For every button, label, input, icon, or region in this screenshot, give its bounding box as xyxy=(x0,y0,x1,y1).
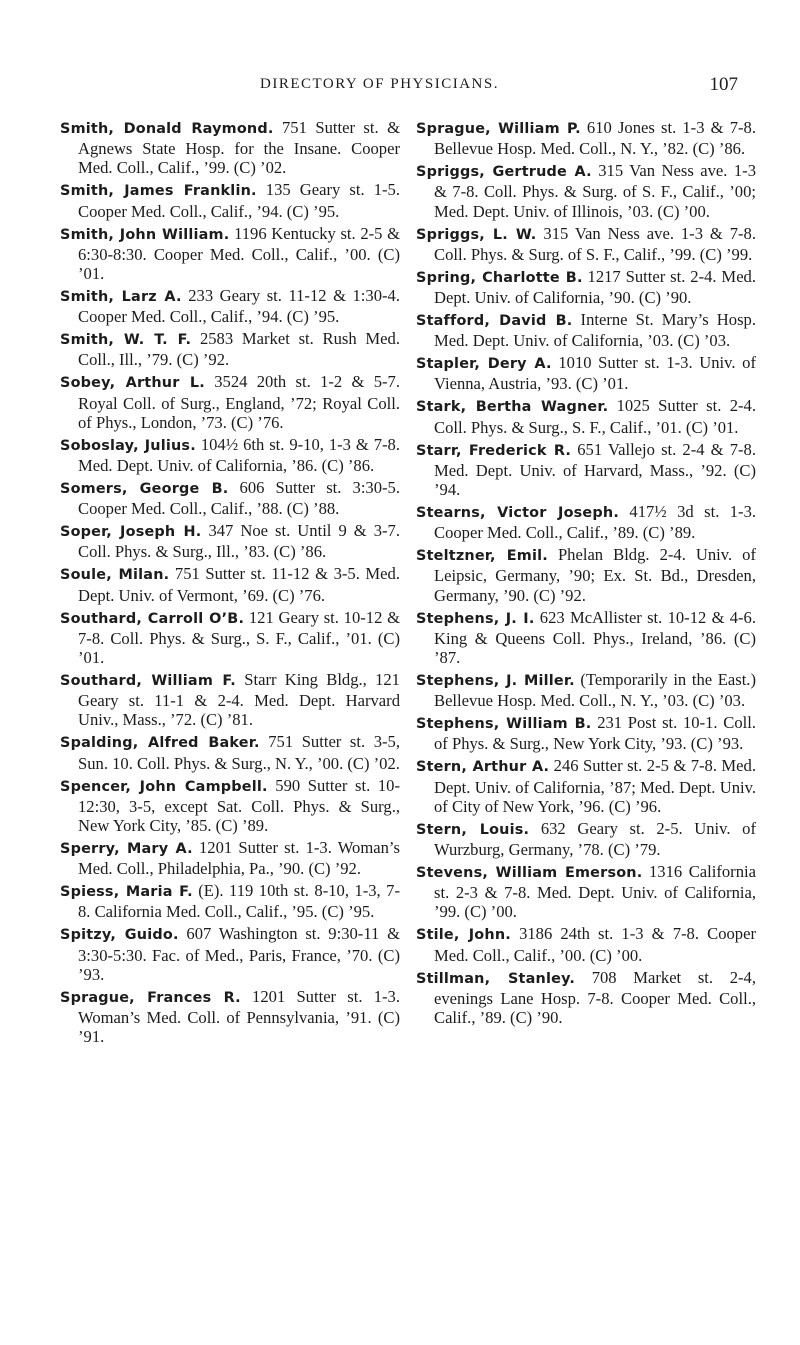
directory-entry xyxy=(60,478,400,518)
directory-entry xyxy=(60,224,400,284)
physician-name: Spiess, Maria F. xyxy=(60,884,193,901)
directory-entry xyxy=(416,968,756,1028)
directory-entry xyxy=(416,924,756,964)
directory-entry xyxy=(416,310,756,350)
physician-name: Spencer, John Campbell. xyxy=(60,778,268,795)
physician-name: Spitzy, Guido. xyxy=(60,927,179,944)
physician-details: 104½ 6th st. 9-10, 1-3 & 7-8. Med. Dept. Univ. of California, ’86. (C) ’86. xyxy=(78,434,400,476)
physician-details: 417½ 3d st. 1-3. Cooper Med. Coll., Calif., ’89. (C) ’89. xyxy=(434,502,757,543)
physician-details: 2583 Market st. Rush Med. Coll., Ill., ’79. (C) ’92. xyxy=(78,329,400,370)
page-number: 107 xyxy=(709,74,738,95)
physician-name: Somers, George B. xyxy=(60,481,229,498)
physician-details: (E). 119 10th st. 8-10, 1-3, 7-8. California Med. Coll., Calif., ’95. (C) ’95. xyxy=(78,881,400,922)
physician-details: 3524 20th st. 1-2 & 5-7. Royal Coll. of Surg., England, ’72; Royal Coll. of Phys., London, ’73. (C) ’76. xyxy=(78,372,400,432)
physician-name: Stern, Arthur A. xyxy=(416,759,550,776)
physician-details: 121 Geary st. 10-12 & 7-8. Coll. Phys. & Surg., S. F., Calif., ’01. (C) ’01. xyxy=(78,607,401,668)
physician-details: 231 Post st. 10-1. Coll. of Phys. & Surg., New York City, ’93. (C) ’93. xyxy=(434,713,757,754)
directory-entry xyxy=(60,608,400,668)
physician-details: 651 Vallejo st. 2-4 & 7-8. Med. Dept. Univ. of Harvard, Mass., ’92. (C) ’94. xyxy=(434,439,756,500)
physician-name: Spriggs, L. W. xyxy=(416,226,537,243)
directory-entry xyxy=(416,224,756,264)
physician-name: Steltzner, Emil. xyxy=(416,548,548,565)
directory-entry xyxy=(416,118,756,158)
physician-name: Southard, William F. xyxy=(60,673,236,690)
physician-details: 1316 California st. 2-3 & 7-8. Med. Dept. Univ. of California, ’99. (C) ’00. xyxy=(434,862,756,922)
physician-details: 1196 Kentucky st. 2-5 & 6:30-8:30. Cooper Med. Coll., Calif., ’00. (C) ’01. xyxy=(78,223,400,284)
physician-name: Southard, Carroll O’B. xyxy=(60,610,245,627)
physician-details: 610 Jones st. 1-3 & 7-8. Bellevue Hosp. Med. Coll., N. Y., ’82. (C) ’86. xyxy=(434,118,756,159)
right-column xyxy=(416,118,756,1030)
physician-details: Starr King Bldg., 121 Geary st. 11-1 & 2-4. Med. Dept. Harvard Univ., Mass., ’72. (C) ’81. xyxy=(78,670,400,730)
directory-entry xyxy=(60,329,400,369)
physician-details: Interne St. Mary’s Hosp. Med. Dept. Univ. of California, ’03. (C) ’03. xyxy=(434,310,756,351)
physician-name: Smith, Donald Raymond. xyxy=(60,121,274,137)
directory-entry xyxy=(60,435,400,475)
physician-details: 1010 Sutter st. 1-3. Univ. of Vienna, Austria, ’93. (C) ’01. xyxy=(434,353,756,394)
directory-entry xyxy=(416,267,756,307)
physician-name: Spalding, Alfred Baker. xyxy=(60,735,260,752)
physician-name: Smith, James Franklin. xyxy=(60,183,257,200)
physician-details: 606 Sutter st. 3:30-5. Cooper Med. Coll., Calif., ’88. (C) ’88. xyxy=(78,478,400,519)
directory-entry xyxy=(60,521,400,561)
physician-details: 315 Van Ness ave. 1-3 & 7-8. Coll. Phys. & Surg. of S. F., Calif., ’00; Med. Dept. Univ. of Illinois, ’03. (C) ’00. xyxy=(434,161,756,221)
physician-name: Stevens, William Emerson. xyxy=(416,865,643,882)
directory-entry xyxy=(60,881,400,921)
directory-entry xyxy=(60,372,400,432)
physician-details: 1201 Sutter st. 1-3. Woman’s Med. Coll., Philadelphia, Pa., ’90. (C) ’92. xyxy=(78,838,400,879)
physician-name: Soule, Milan. xyxy=(60,567,170,584)
physician-details: 233 Geary st. 11-12 & 1:30-4. Cooper Med. Coll., Calif., ’94. (C) ’95. xyxy=(78,286,400,327)
directory-entry xyxy=(60,838,400,878)
physician-name: Smith, Larz A. xyxy=(60,289,182,306)
physician-name: Smith, W. T. F. xyxy=(60,332,192,349)
directory-entry xyxy=(416,440,756,500)
directory-entry xyxy=(416,819,756,859)
directory-entry xyxy=(416,608,756,668)
physician-name: Stern, Louis. xyxy=(416,821,530,838)
physician-name: Smith, John William. xyxy=(60,226,230,243)
physician-name: Stephens, J. I. xyxy=(416,610,535,627)
running-head: DIRECTORY OF PHYSICIANS. xyxy=(260,76,499,92)
physician-name: Soper, Joseph H. xyxy=(60,524,202,541)
physician-details: 590 Sutter st. 10-12:30, 3-5, except Sat. Coll. Phys. & Surg., New York City, ’85. (C) ’89. xyxy=(78,775,400,836)
directory-entry xyxy=(416,396,756,436)
physician-details: (Temporarily in the East.) Bellevue Hosp. Med. Coll., N. Y., ’03. (C) ’03. xyxy=(434,670,756,711)
physician-name: Stearns, Victor Joseph. xyxy=(416,505,619,522)
physician-name: Stapler, Dery A. xyxy=(416,356,552,373)
physician-name: Sobey, Arthur L. xyxy=(60,375,205,392)
physician-name: Soboslay, Julius. xyxy=(60,437,196,454)
directory-entry xyxy=(416,862,756,922)
physician-details: 246 Sutter st. 2-5 & 7-8. Med. Dept. Univ. of California, ’87; Med. Dept. Univ. of City of New York, ’96. (C) ’96. xyxy=(434,756,756,816)
physician-name: Spriggs, Gertrude A. xyxy=(416,164,592,181)
physician-name: Sperry, Mary A. xyxy=(60,841,193,858)
directory-entry xyxy=(60,118,400,178)
physician-name: Starr, Frederick R. xyxy=(416,442,572,459)
physician-name: Stephens, William B. xyxy=(416,716,592,733)
physician-details: 632 Geary st. 2-5. Univ. of Wurzburg, Germany, ’78. (C) ’79. xyxy=(434,818,756,860)
physician-details: 751 Sutter st. & Agnews State Hosp. for the Insane. Cooper Med. Coll., Calif., ’99. (C) ’02. xyxy=(78,118,400,178)
physician-details: 751 Sutter st. 11-12 & 3-5. Med. Dept. Univ. of Vermont, ’69. (C) ’76. xyxy=(78,564,400,605)
directory-entry xyxy=(60,924,400,984)
physician-details: Phelan Bldg. 2-4. Univ. of Leipsic, Germany, ’90; Ex. St. Bd., Dresden, Germany, ’90. (C) ’92. xyxy=(434,545,756,605)
physician-details: 347 Noe st. Until 9 & 3-7. Coll. Phys. & Surg., Ill., ’83. (C) ’86. xyxy=(78,521,400,562)
physician-name: Stafford, David B. xyxy=(416,313,573,330)
directory-entry xyxy=(416,756,756,816)
physician-name: Sprague, William P. xyxy=(416,121,581,137)
directory-entry xyxy=(416,353,756,393)
physician-details: 1025 Sutter st. 2-4. Coll. Phys. & Surg., S. F., Calif., ’01. (C) ’01. xyxy=(434,396,756,437)
directory-entry xyxy=(60,286,400,326)
physician-details: 751 Sutter st. 3-5, Sun. 10. Coll. Phys. & Surg., N. Y., ’00. (C) ’02. xyxy=(78,732,400,773)
physician-name: Spring, Charlotte B. xyxy=(416,269,583,286)
physician-details: 315 Van Ness ave. 1-3 & 7-8. Coll. Phys. & Surg. of S. F., Calif., ’99. (C) ’99. xyxy=(434,223,757,264)
directory-entry xyxy=(60,180,400,220)
directory-entry xyxy=(416,670,756,710)
directory-entry xyxy=(60,732,400,772)
physician-details: 708 Market st. 2-4, evenings Lane Hosp. 7-8. Cooper Med. Coll., Calif., ’89. (C) ’90. xyxy=(434,967,756,1028)
directory-entry xyxy=(416,161,756,221)
directory-entry xyxy=(60,564,400,604)
directory-entry xyxy=(60,670,400,730)
physician-details: 607 Washington st. 9:30-11 & 3:30-5:30. Fac. of Med., Paris, France, ’70. (C) ’93. xyxy=(78,924,400,984)
page-header xyxy=(0,76,800,106)
physician-name: Stark, Bertha Wagner. xyxy=(416,399,609,416)
physician-name: Stillman, Stanley. xyxy=(416,970,576,987)
directory-entry xyxy=(60,987,400,1047)
directory-entry xyxy=(416,713,756,753)
physician-name: Stile, John. xyxy=(416,927,511,944)
directory-entry xyxy=(416,545,756,605)
physician-details: 3186 24th st. 1-3 & 7-8. Cooper Med. Coll., Calif., ’00. (C) ’00. xyxy=(434,924,756,965)
physician-details: 1217 Sutter st. 2-4. Med. Dept. Univ. of California, ’90. (C) ’90. xyxy=(434,266,756,308)
directory-entry xyxy=(416,502,756,542)
physician-name: Stephens, J. Miller. xyxy=(416,673,575,690)
physician-name: Sprague, Frances R. xyxy=(60,989,241,1006)
directory-entry xyxy=(60,776,400,836)
physician-details: 623 McAllister st. 10-12 & 4-6. King & Queens Coll. Phys., Ireland, ’86. (C) ’87. xyxy=(434,607,757,668)
left-column xyxy=(60,118,400,1049)
physician-details: 135 Geary st. 1-5. Cooper Med. Coll., Calif., ’94. (C) ’95. xyxy=(78,180,400,221)
physician-details: 1201 Sutter st. 1-3. Woman’s Med. Coll. of Pennsylvania, ’91. (C) ’91. xyxy=(78,986,400,1047)
